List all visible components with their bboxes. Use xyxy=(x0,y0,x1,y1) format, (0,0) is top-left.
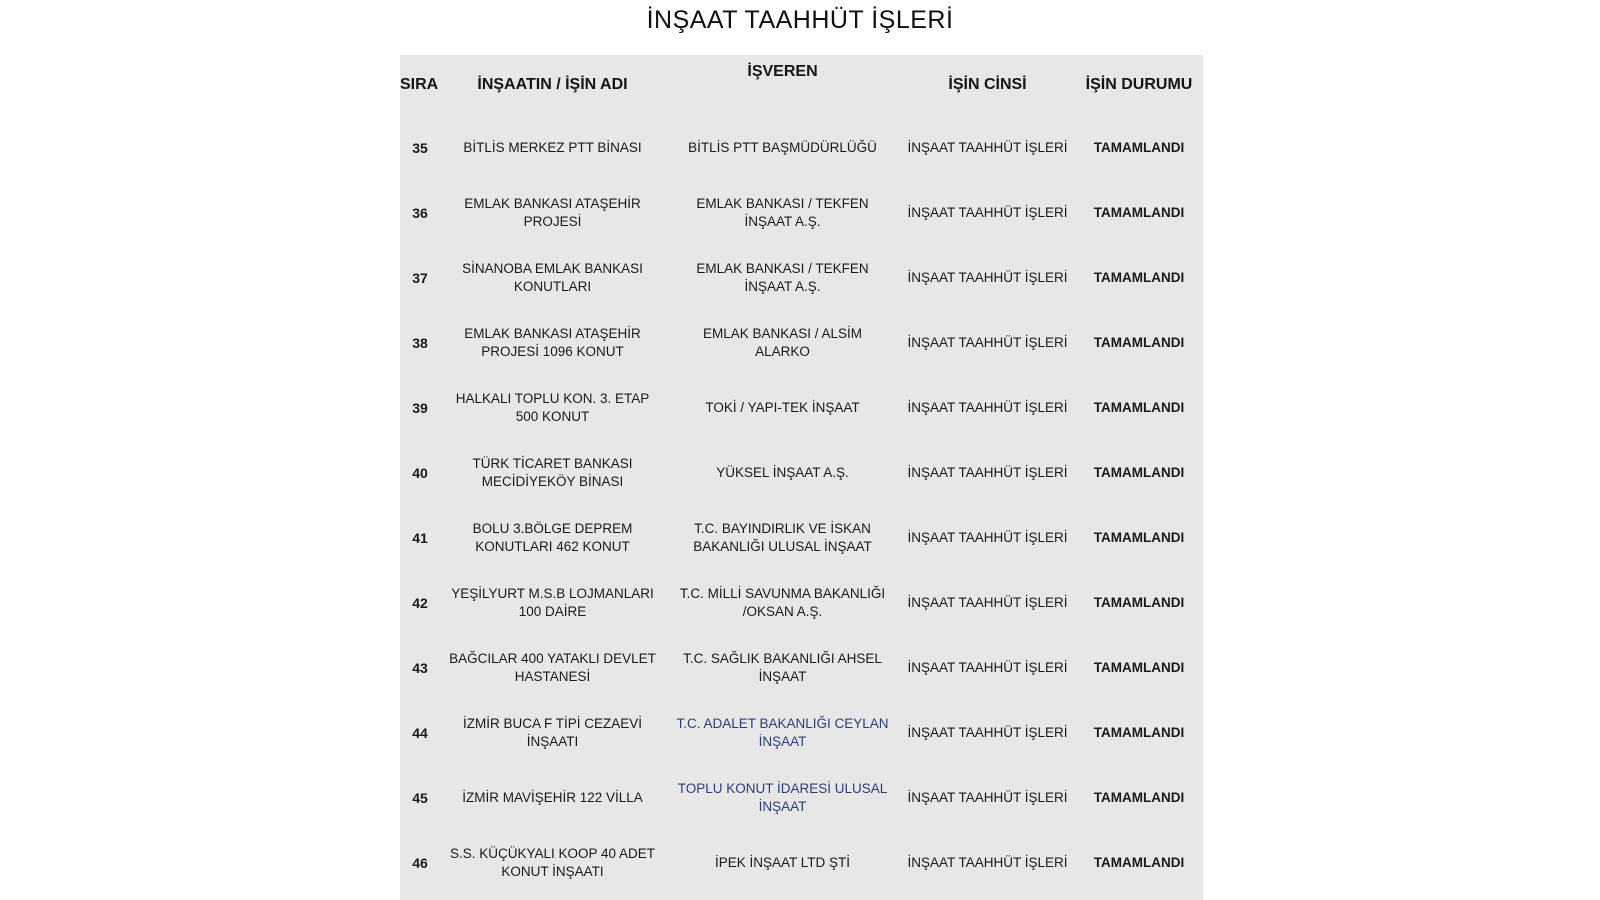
row-number: 41 xyxy=(412,529,428,546)
table-row xyxy=(400,180,1203,245)
header-employer: İŞVEREN xyxy=(747,63,818,80)
table-header xyxy=(400,55,1203,115)
project-name: S.S. KÜÇÜKYALI KOOP 40 ADET KONUT İNŞAATI xyxy=(449,845,656,879)
work-type: İNŞAAT TAAHHÜT İŞLERİ xyxy=(907,269,1068,285)
header-name: İNŞAATIN / İŞİN ADI xyxy=(477,76,628,93)
project-name: TÜRK TİCARET BANKASI MECİDİYEKÖY BİNASI xyxy=(472,455,633,489)
work-type: İNŞAAT TAAHHÜT İŞLERİ xyxy=(907,399,1068,415)
header-type: İŞİN CİNSİ xyxy=(948,76,1027,93)
status: TAMAMLANDI xyxy=(1093,789,1185,805)
row-number: 36 xyxy=(412,204,428,221)
employer: EMLAK BANKASI / TEKFEN İNŞAAT A.Ş. xyxy=(696,260,869,294)
page-title: İNŞAAT TAAHHÜT İŞLERİ xyxy=(646,6,954,34)
table-row xyxy=(400,505,1203,570)
table-row xyxy=(400,440,1203,505)
employer: EMLAK BANKASI / ALSİM ALARKO xyxy=(702,325,863,359)
work-type: İNŞAAT TAAHHÜT İŞLERİ xyxy=(907,594,1068,610)
table-row xyxy=(400,635,1203,700)
row-number: 39 xyxy=(412,399,428,416)
project-name: EMLAK BANKASI ATAŞEHİR PROJESİ 1096 KONUT xyxy=(464,325,641,359)
project-name: EMLAK BANKASI ATAŞEHİR PROJESİ xyxy=(464,195,641,229)
table-row xyxy=(400,245,1203,310)
row-number: 43 xyxy=(412,659,428,676)
status: TAMAMLANDI xyxy=(1093,529,1185,545)
row-number: 45 xyxy=(412,789,428,806)
work-type: İNŞAAT TAAHHÜT İŞLERİ xyxy=(907,854,1068,870)
status: TAMAMLANDI xyxy=(1093,269,1185,285)
status: TAMAMLANDI xyxy=(1093,204,1185,220)
employer: İPEK İNŞAAT LTD ŞTİ xyxy=(714,854,851,870)
project-name: HALKALI TOPLU KON. 3. ETAP 500 KONUT xyxy=(455,390,650,424)
table-row xyxy=(400,700,1203,765)
row-number: 38 xyxy=(412,334,428,351)
work-type: İNŞAAT TAAHHÜT İŞLERİ xyxy=(907,139,1068,155)
table-row xyxy=(400,115,1203,180)
status: TAMAMLANDI xyxy=(1093,399,1185,415)
employer: T.C. BAYINDIRLIK VE İSKAN BAKANLIĞI ULUSAL İNŞAAT xyxy=(693,520,872,554)
status: TAMAMLANDI xyxy=(1093,139,1185,155)
employer: YÜKSEL İNŞAAT A.Ş. xyxy=(716,464,849,480)
row-number: 42 xyxy=(412,594,428,611)
project-name: BAĞCILAR 400 YATAKLI DEVLET HASTANESİ xyxy=(449,650,656,684)
header-status: İŞİN DURUMU xyxy=(1085,76,1193,93)
row-number: 35 xyxy=(412,139,428,156)
project-name: İZMİR BUCA F TİPİ CEZAEVİ İNŞAATI xyxy=(462,715,643,749)
project-name: SİNANOBA EMLAK BANKASI KONUTLARI xyxy=(462,260,643,294)
work-type: İNŞAAT TAAHHÜT İŞLERİ xyxy=(907,789,1068,805)
work-type: İNŞAAT TAAHHÜT İŞLERİ xyxy=(907,204,1068,220)
table-row xyxy=(400,765,1203,830)
table-row xyxy=(400,570,1203,635)
project-name: BİTLİS MERKEZ PTT BİNASI xyxy=(463,139,642,155)
project-name: YEŞİLYURT M.S.B LOJMANLARI 100 DAİRE xyxy=(451,585,654,619)
project-name: BOLU 3.BÖLGE DEPREM KONUTLARI 462 KONUT xyxy=(472,520,633,554)
header-sira: SIRA xyxy=(400,76,439,93)
employer: TOPLU KONUT İDARESİ ULUSAL İNŞAAT xyxy=(677,780,888,814)
project-name: İZMİR MAVİŞEHİR 122 VİLLA xyxy=(462,789,643,805)
table-row xyxy=(400,310,1203,375)
employer: T.C. MİLLİ SAVUNMA BAKANLIĞI /OKSAN A.Ş. xyxy=(679,585,886,619)
employer: TOKİ / YAPI-TEK İNŞAAT xyxy=(705,399,860,415)
status: TAMAMLANDI xyxy=(1093,464,1185,480)
employer: T.C. ADALET BAKANLIĞI CEYLAN İNŞAAT xyxy=(676,715,889,749)
row-number: 44 xyxy=(412,724,428,741)
work-type: İNŞAAT TAAHHÜT İŞLERİ xyxy=(907,529,1068,545)
row-number: 40 xyxy=(412,464,428,481)
status: TAMAMLANDI xyxy=(1093,854,1185,870)
row-number: 46 xyxy=(412,854,428,871)
status: TAMAMLANDI xyxy=(1093,334,1185,350)
row-number: 37 xyxy=(412,269,428,286)
projects-table xyxy=(400,55,1203,900)
work-type: İNŞAAT TAAHHÜT İŞLERİ xyxy=(907,334,1068,350)
employer: BİTLİS PTT BAŞMÜDÜRLÜĞÜ xyxy=(688,139,877,155)
status: TAMAMLANDI xyxy=(1093,594,1185,610)
table-row xyxy=(400,830,1203,895)
employer: EMLAK BANKASI / TEKFEN İNŞAAT A.Ş. xyxy=(696,195,869,229)
status: TAMAMLANDI xyxy=(1093,724,1185,740)
work-type: İNŞAAT TAAHHÜT İŞLERİ xyxy=(907,724,1068,740)
employer: T.C. SAĞLIK BAKANLIĞI AHSEL İNŞAAT xyxy=(683,650,882,684)
table-row xyxy=(400,375,1203,440)
status: TAMAMLANDI xyxy=(1093,659,1185,675)
work-type: İNŞAAT TAAHHÜT İŞLERİ xyxy=(907,659,1068,675)
work-type: İNŞAAT TAAHHÜT İŞLERİ xyxy=(907,464,1068,480)
